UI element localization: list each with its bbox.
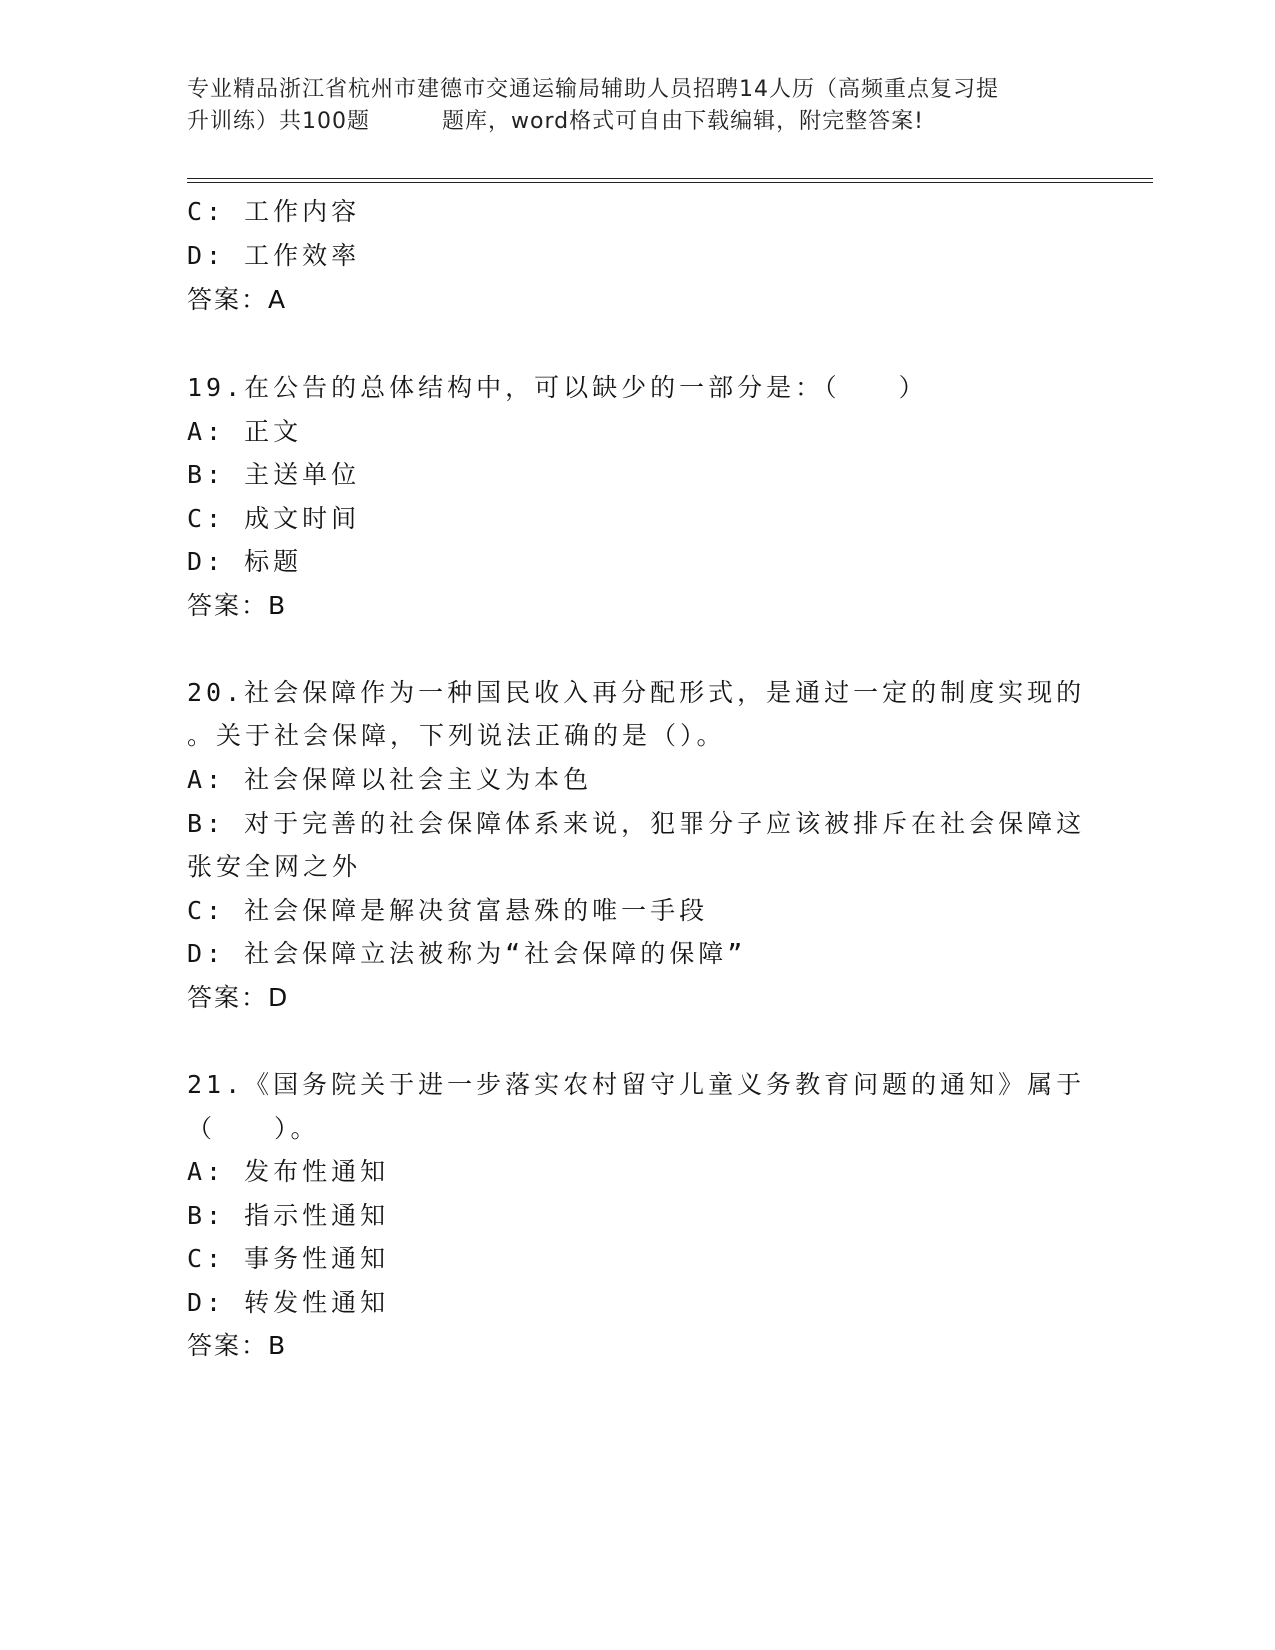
q19-option-c: C: 成文时间 — [187, 504, 361, 533]
q20-answer: 答案：D — [187, 983, 290, 1012]
q18-answer: 答案：A — [187, 285, 288, 314]
q19-option-d: D: 标题 — [187, 547, 303, 576]
q19-answer: 答案：B — [187, 591, 288, 620]
q21-question-line-1: 21.《国务院关于进一步落实农村留守儿童义务教育问题的通知》属于 — [187, 1070, 1086, 1099]
q19-option-a: A: 正文 — [187, 417, 303, 446]
q20-option-c: C: 社会保障是解决贫富悬殊的唯一手段 — [187, 896, 709, 925]
q21-option-c: C: 事务性通知 — [187, 1244, 390, 1273]
header-line-2-part-2: 题库，word格式可自由下载编辑，附完整答案! — [442, 109, 924, 134]
q21-answer: 答案：B — [187, 1331, 288, 1360]
q20-question-line-2: 。关于社会保障，下列说法正确的是（）。 — [187, 721, 726, 750]
q20-option-d: D: 社会保障立法被称为“社会保障的保障” — [187, 939, 747, 968]
header-line-1: 专业精品浙江省杭州市建德市交通运输局辅助人员招聘14人历（高频重点复习提 — [187, 77, 999, 102]
q19-question: 19.在公告的总体结构中，可以缺少的一部分是：（ ） — [187, 373, 928, 402]
header-divider-bottom — [187, 182, 1153, 183]
q20-option-a: A: 社会保障以社会主义为本色 — [187, 765, 593, 794]
q18-option-c: C: 工作内容 — [187, 197, 361, 226]
q21-option-b: B: 指示性通知 — [187, 1201, 390, 1230]
q18-option-d: D: 工作效率 — [187, 241, 361, 270]
q21-question-line-2: （ ）。 — [187, 1114, 320, 1143]
q21-option-d: D: 转发性通知 — [187, 1288, 390, 1317]
header-line-2-part-1: 升训练）共100题 — [187, 109, 370, 134]
q19-option-b: B: 主送单位 — [187, 460, 361, 489]
q20-option-b-line-1: B: 对于完善的社会保障体系来说，犯罪分子应该被排斥在社会保障这 — [187, 809, 1086, 838]
q20-question-line-1: 20.社会保障作为一种国民收入再分配形式，是通过一定的制度实现的 — [187, 678, 1086, 707]
q20-option-b-line-2: 张安全网之外 — [187, 852, 362, 881]
q21-option-a: A: 发布性通知 — [187, 1157, 390, 1186]
header-line-2 — [187, 106, 1087, 138]
header-divider-top — [187, 178, 1153, 179]
page-header — [187, 74, 1087, 138]
